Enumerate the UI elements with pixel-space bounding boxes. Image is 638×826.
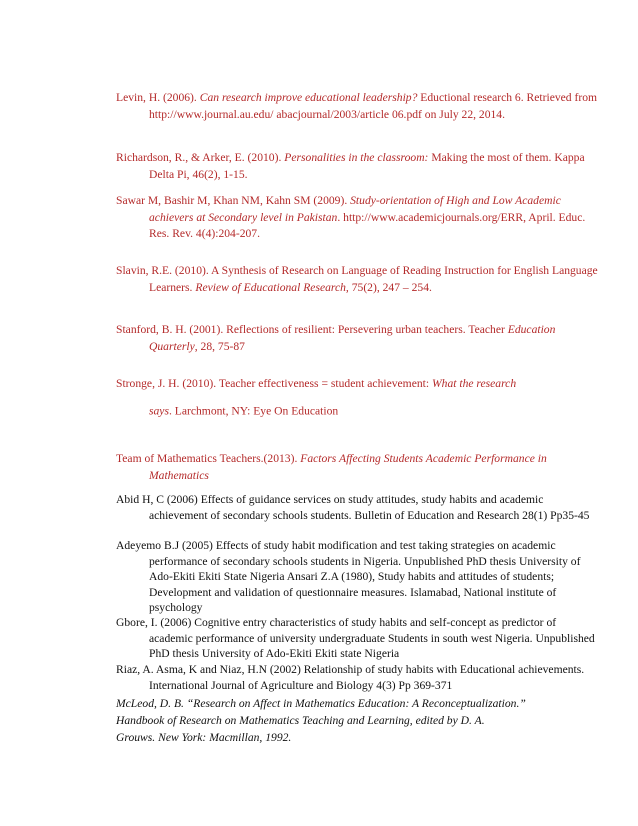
- mcleod-reference: [116, 695, 576, 746]
- reference-slavin: [116, 263, 599, 296]
- ref-rest: 75(2), 247 – 254.: [348, 280, 432, 294]
- reference-abid: [116, 492, 599, 523]
- ref-text: Abid H, C (2006) Effects of guidance services on study attitudes, study habits and academic achievement of secondary schools students. Bulletin of Education and Research 28(1) Pp35-45: [116, 493, 590, 522]
- ref-prefix: Stronge, J. H. (2010). Teacher effectiveness = student achievement:: [116, 377, 432, 390]
- reference-richardson: [116, 150, 599, 183]
- ref-title: What the research: [431, 377, 517, 390]
- ref-prefix: Sawar M, Bashir M, Khan NM, Kahn SM (2009).: [116, 194, 351, 207]
- reference-riaz: [116, 662, 599, 693]
- reference-levin: [116, 90, 599, 123]
- mcleod-line-3: Grouws. New York: Macmillan, 1992.: [116, 731, 292, 744]
- ref-rest: , 28, 75-87: [194, 339, 245, 353]
- ref-title: Study-orientation of High and Low Academic achievers at Secondary level in Pakistan: [149, 194, 561, 224]
- reference-sawar: [116, 193, 599, 243]
- reference-gbore: [116, 615, 599, 662]
- ref-title: Personalities in the classroom:: [284, 151, 429, 164]
- ref-prefix: Slavin, R.E. (2010). A Synthesis of Research on Language of Reading Instruction for English Language Learners.: [116, 264, 598, 294]
- ref-text: Adeyemo B.J (2005) Effects of study habit modification and test taking strategies on academic performance of secondary schools students in Nigeria. Unpublished PhD thesis University of Ado-Ekiti Ekiti State Nigeria Ansari Z.A (1980), Study habits and attitudes of students; Development and validation of questionnaire measures. Islamabad, National institute of psychology: [116, 539, 581, 614]
- ref-rest: Eductional research 6. Retrieved from http://www.journal.au.edu/ abacjournal/2003/article 06.pdf on July 22, 2014.: [149, 91, 598, 121]
- ref-text: Gbore, I. (2006) Cognitive entry characteristics of study habits and self-concept as predictor of academic performance of university undergraduate Students in south west Nigeria. Unpublished PhD thesis University of Ado-Ekiti Ekiti state Nigeria: [116, 616, 595, 660]
- ref-prefix: Levin, H. (2006).: [116, 91, 200, 104]
- mcleod-line-1: McLeod, D. B. “Research on Affect in Mathematics Education: A Reconceptualization.”: [116, 697, 526, 710]
- reference-stronge: [116, 376, 599, 420]
- ref-prefix: Richardson, R., & Arker, E. (2010).: [116, 151, 285, 164]
- mcleod-line-2: Handbook of Research on Mathematics Teaching and Learning, edited by D. A.: [116, 714, 485, 727]
- ref-title: Can research improve educational leadership?: [199, 91, 418, 104]
- ref-text: Riaz, A. Asma, K and Niaz, H.N (2002) Relationship of study habits with Educational achievements. International Journal of Agriculture and Biology 4(3) Pp 369-371: [116, 663, 585, 692]
- ref-prefix: Stanford, B. H. (2001). Reflections of resilient: Persevering urban teachers. Teacher: [116, 323, 508, 336]
- ref-prefix: Team of Mathematics Teachers.(2013).: [116, 452, 301, 465]
- ref-rest: . Larchmont, NY: Eye On Education: [168, 404, 339, 417]
- ref-title: Factors Affecting Students Academic Performance in Mathematics: [149, 452, 547, 482]
- reference-team-mathematics: [116, 451, 549, 484]
- reference-adeyemo: [116, 538, 599, 616]
- ref-title: Review of Educational Research,: [195, 280, 349, 294]
- ref-rest: Making the most of them. Kappa Delta Pi, 46(2), 1-15.: [149, 151, 585, 181]
- ref-rest: . http://www.academicjournals.org/ERR, April. Educ. Res. Rev. 4(4):204-207.: [149, 210, 586, 240]
- ref-title-continued: says: [149, 404, 169, 417]
- reference-stanford: [116, 322, 599, 355]
- ref-title: Education Quarterly: [149, 323, 556, 353]
